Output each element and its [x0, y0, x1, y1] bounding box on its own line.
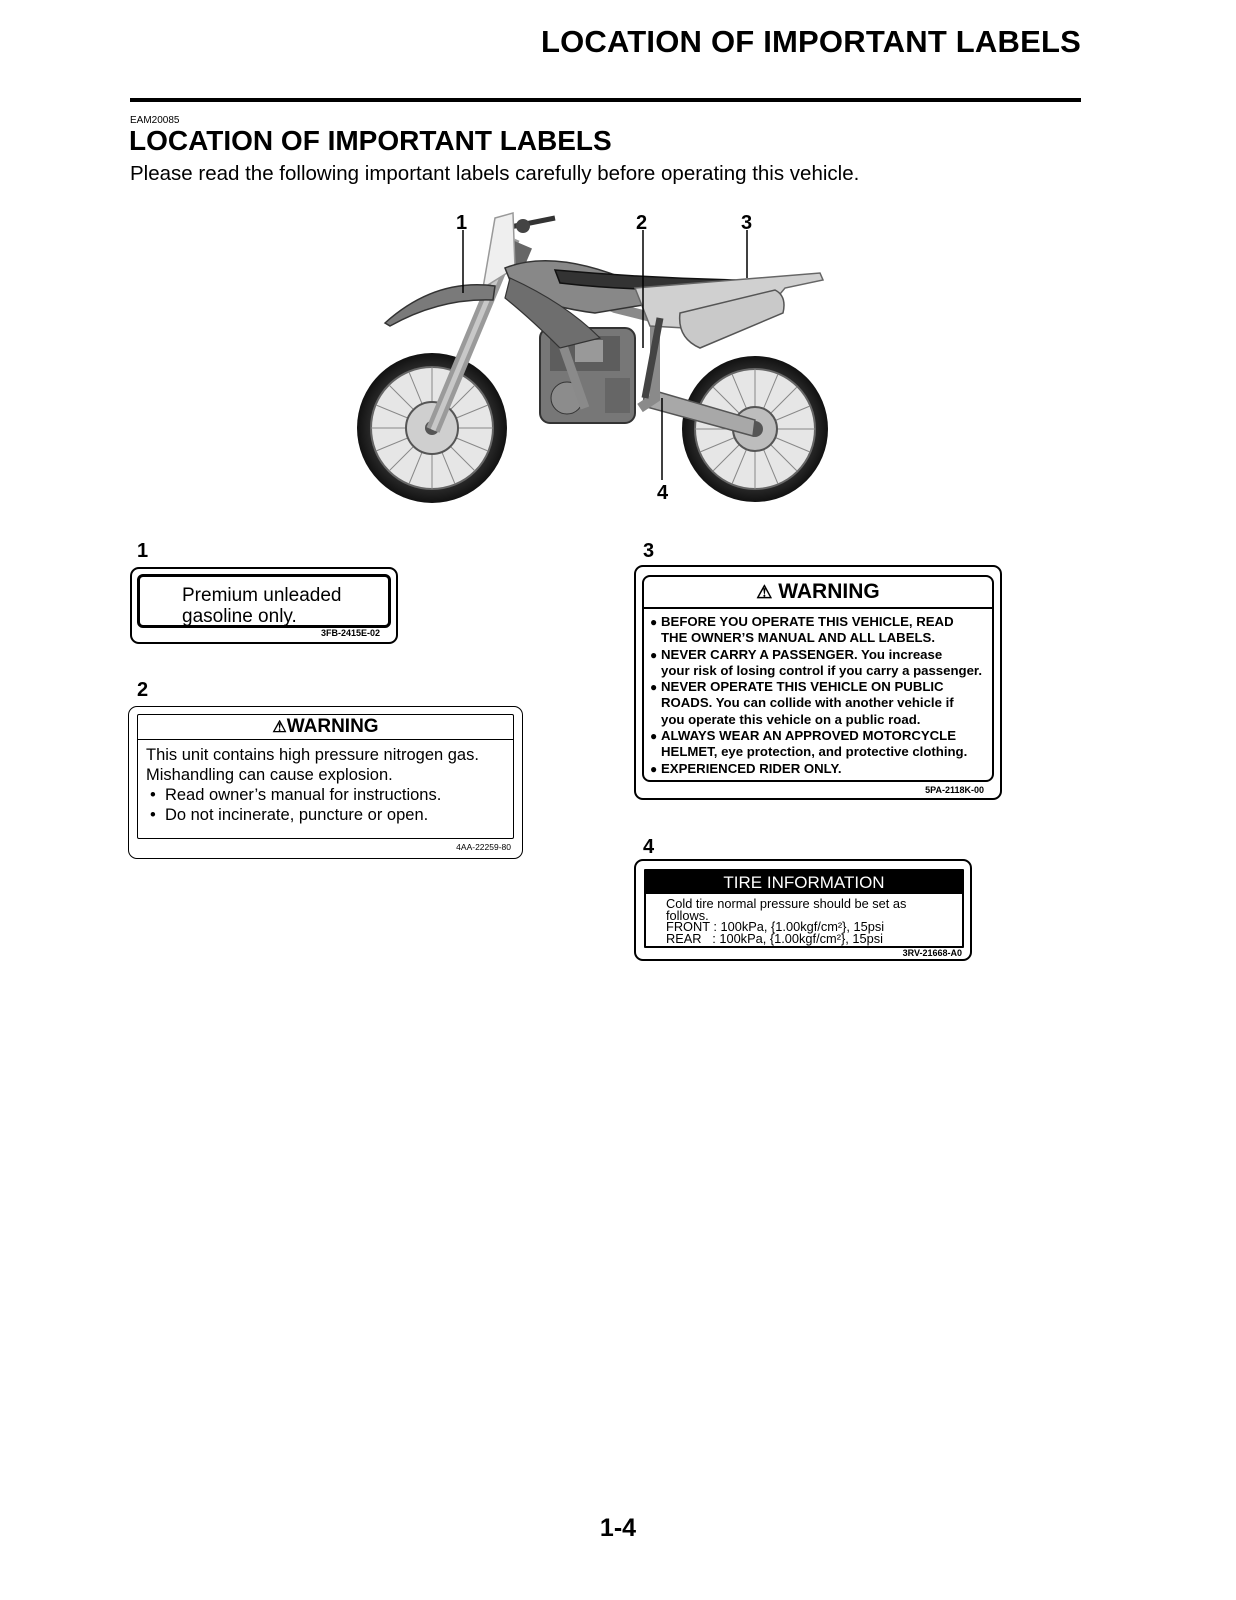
nitrogen-warning-bullet2-text: Do not incinerate, puncture or open. — [164, 806, 429, 824]
fuel-label-frame — [137, 574, 391, 628]
motorcycle-figure — [355, 208, 835, 513]
warning-triangle-icon: ⚠ — [272, 719, 287, 736]
tire-info-label — [634, 859, 972, 961]
bullet-dot-icon: ● — [650, 761, 658, 776]
operation-warning-item-text: NEVER OPERATE THIS VEHICLE ON PUBLIC ROADS. You can collide with another vehicle if you operate this vehicle on a public road. — [661, 679, 954, 727]
operation-warning-item-text: NEVER CARRY A PASSENGER. You increase your risk of losing control if you carry a passenger. — [661, 646, 982, 678]
operation-warning-item — [650, 614, 994, 647]
section-code: EAM20085 — [130, 115, 180, 126]
label-number-3: 3 — [643, 540, 655, 562]
operation-warning-item — [650, 761, 994, 777]
tire-info-line2: follows. — [666, 907, 709, 923]
nitrogen-warning-bullet2: • Do not incinerate, puncture or open. — [150, 806, 429, 824]
callout-1: 1 — [456, 212, 468, 234]
tire-info-line1: Cold tire normal pressure should be set as — [666, 896, 907, 911]
callout-4: 4 — [657, 482, 669, 504]
tire-info-front: FRONT : 100kPa, {1.00kgf/cm²}, 15psi — [666, 919, 885, 935]
operation-warning-code: 5PA-2118K-00 — [925, 785, 984, 795]
label-number-2: 2 — [137, 679, 149, 701]
bullet-dot-icon: ● — [650, 647, 658, 662]
nitrogen-warning-label — [128, 706, 523, 859]
nitrogen-warning-frame — [137, 714, 514, 839]
operation-warning-item-text: ALWAYS WEAR AN APPROVED MOTORCYCLE HELMET, eye protection, and protective clothing. — [661, 728, 968, 760]
bullet-dot-icon: ● — [650, 615, 658, 629]
bullet-dot-icon: ● — [650, 680, 658, 695]
operation-warning-item — [650, 728, 994, 761]
rear-wheel — [682, 356, 828, 502]
nitrogen-warning-code: 4AA-22259-80 — [456, 842, 511, 852]
operation-warning-heading — [644, 577, 992, 609]
page-number: 1-4 — [599, 1514, 637, 1542]
fuel-label-line2: gasoline only. — [182, 606, 297, 627]
bullet-dot-icon: ● — [650, 729, 658, 744]
operation-warning-item-text: EXPERIENCED RIDER ONLY. — [661, 760, 842, 776]
nitrogen-warning-body — [146, 745, 479, 825]
warning-triangle-icon: ⚠ — [756, 582, 773, 602]
tire-info-heading: TIRE INFORMATION — [646, 871, 962, 894]
operation-warning-item — [650, 647, 994, 680]
operation-warning-frame — [642, 575, 994, 782]
fuel-label-line1: Premium unleaded — [182, 585, 342, 606]
section-intro: Please read the following important labels carefully before operating this vehicle. — [130, 162, 860, 185]
operation-warning-item-text: BEFORE YOU OPERATE THIS VEHICLE, READ THE OWNER’S MANUAL AND ALL LABELS. — [661, 614, 954, 646]
label-number-4: 4 — [643, 836, 655, 858]
fuel-label-code: 3FB-2415E-02 — [320, 628, 380, 638]
callout-2: 2 — [636, 212, 648, 234]
operation-warning-item — [650, 679, 994, 728]
nitrogen-warning-bullet1: • Read owner’s manual for instructions. — [150, 786, 442, 804]
operation-warning-heading-text: WARNING — [778, 580, 880, 603]
nitrogen-warning-bullet1-text: Read owner’s manual for instructions. — [164, 786, 442, 804]
operation-warning-list — [650, 614, 994, 777]
operation-warning-label — [634, 565, 1002, 800]
section-title: LOCATION OF IMPORTANT LABELS — [129, 125, 612, 156]
fuel-label-text — [182, 585, 341, 627]
tire-info-code: 3RV-21668-A0 — [902, 948, 962, 958]
tire-info-rear: REAR : 100kPa, {1.00kgf/cm²}, 15psi — [666, 930, 883, 946]
nitrogen-warning-line1: This unit contains high pressure nitrogen gas. — [146, 746, 479, 764]
tire-info-frame — [644, 869, 964, 948]
nitrogen-warning-heading-text: WARNING — [286, 716, 379, 737]
tire-info-body — [666, 898, 906, 944]
label-number-1: 1 — [137, 540, 149, 562]
nitrogen-warning-line2: Mishandling can cause explosion. — [146, 766, 393, 784]
header-title: LOCATION OF IMPORTANT LABELS — [540, 24, 1081, 59]
nitrogen-warning-heading — [138, 715, 513, 740]
callout-3: 3 — [741, 212, 753, 234]
fuel-label — [130, 567, 398, 644]
header-rule — [130, 98, 1081, 102]
